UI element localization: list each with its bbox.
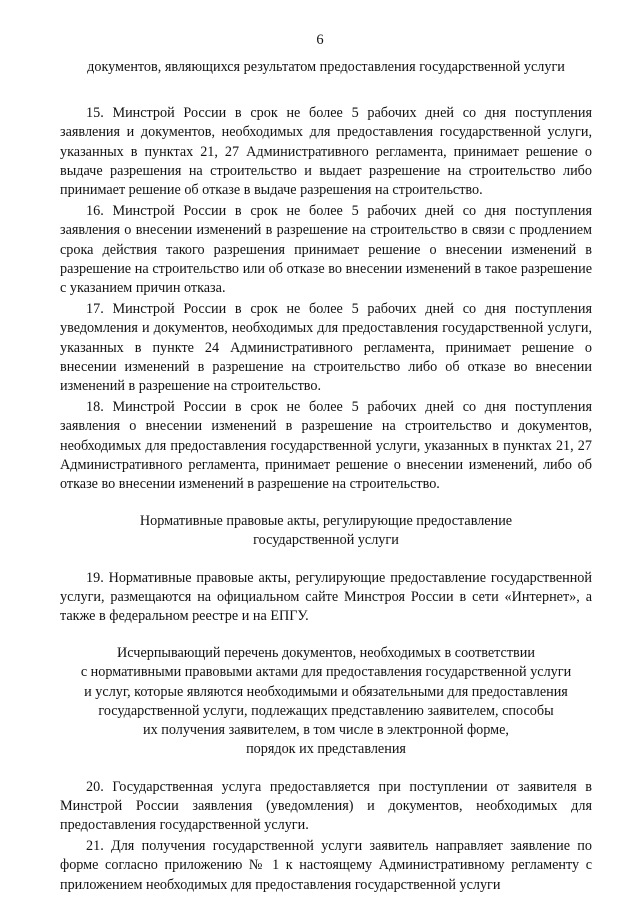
paragraph-17: 17. Минстрой России в срок не более 5 рабочих дней со дня поступления уведомления и документов, необходимых для предоставления государственной услуги, указанных в пункте 24 Административного регламента, принимает решение о внесении изменений в разрешение на строительство либо об отказе во внесении изменений в разрешение на строительство. (60, 301, 592, 395)
heading-line: и услуг, которые являются необходимыми и обязательными для предоставления (84, 683, 568, 700)
document-body (60, 58, 592, 897)
paragraph-20: 20. Государственная услуга предоставляется при поступлении от заявителя в Минстрой России заявления (уведомления) и документов, необходимых для предоставления государственной услуги. (60, 778, 592, 833)
paragraph-18: 18. Минстрой России в срок не более 5 рабочих дней со дня поступления заявления о внесении изменений в разрешение на строительство и документов, необходимых для предоставления государственной услуги, указанных в пунктах 21, 27 Административного регламента, принимает решение о внесении изменений, либо об отказе во внесении изменений в разрешение на строительство. (60, 399, 592, 493)
heading-line: порядок их представления (246, 741, 406, 758)
section-heading-documents-list (60, 644, 592, 759)
paragraph-16: 16. Минстрой России в срок не более 5 рабочих дней со дня поступления заявления о внесении изменений в разрешение на строительство в связи с продлением срока действия такого разрешения принимает решение о внесении изменений в разрешение на строительство или об отказе во внесении изменений в такое разрешение с указанием причин отказа. (60, 203, 592, 297)
continuation-line: документов, являющихся результатом предоставления государственной услуги (87, 59, 565, 75)
heading-line: с нормативными правовыми актами для предоставления государственной услуги (80, 664, 572, 681)
heading-line: их получения заявителем, в том числе в электронной форме, (143, 722, 509, 739)
paragraph-21: 21. Для получения государственной услуги заявитель направляет заявление по форме согласно приложению № 1 к настоящему Административному регламенту с приложением необходимых для предоставления государственной услуги (60, 838, 592, 893)
heading-line: Нормативные правовые акты, регулирующие предоставление (139, 513, 513, 530)
page-number: 6 (316, 32, 324, 48)
paragraph-19: 19. Нормативные правовые акты, регулирующие предоставление государственной услуги, размещаются на официальном сайте Минстроя России в сети «Интернет», а также в федеральном реестре и на ЕПГУ. (60, 569, 592, 625)
paragraph-15: 15. Минстрой России в срок не более 5 рабочих дней со дня поступления заявления и документов, необходимых для предоставления государственной услуги, указанных в пунктах 21, 27 Административного регламента, принимает решение о выдаче разрешения на строительство и выдает разрешение на строительство либо принимает решение об отказе в выдаче разрешения на строительство. (60, 105, 592, 199)
heading-line: государственной услуги (253, 532, 399, 549)
section-heading-normative-acts (60, 512, 592, 550)
heading-line: Исчерпывающий перечень документов, необходимых в соответствии (117, 645, 535, 662)
heading-line: государственной услуги, подлежащих представлению заявителем, способы (98, 702, 554, 719)
